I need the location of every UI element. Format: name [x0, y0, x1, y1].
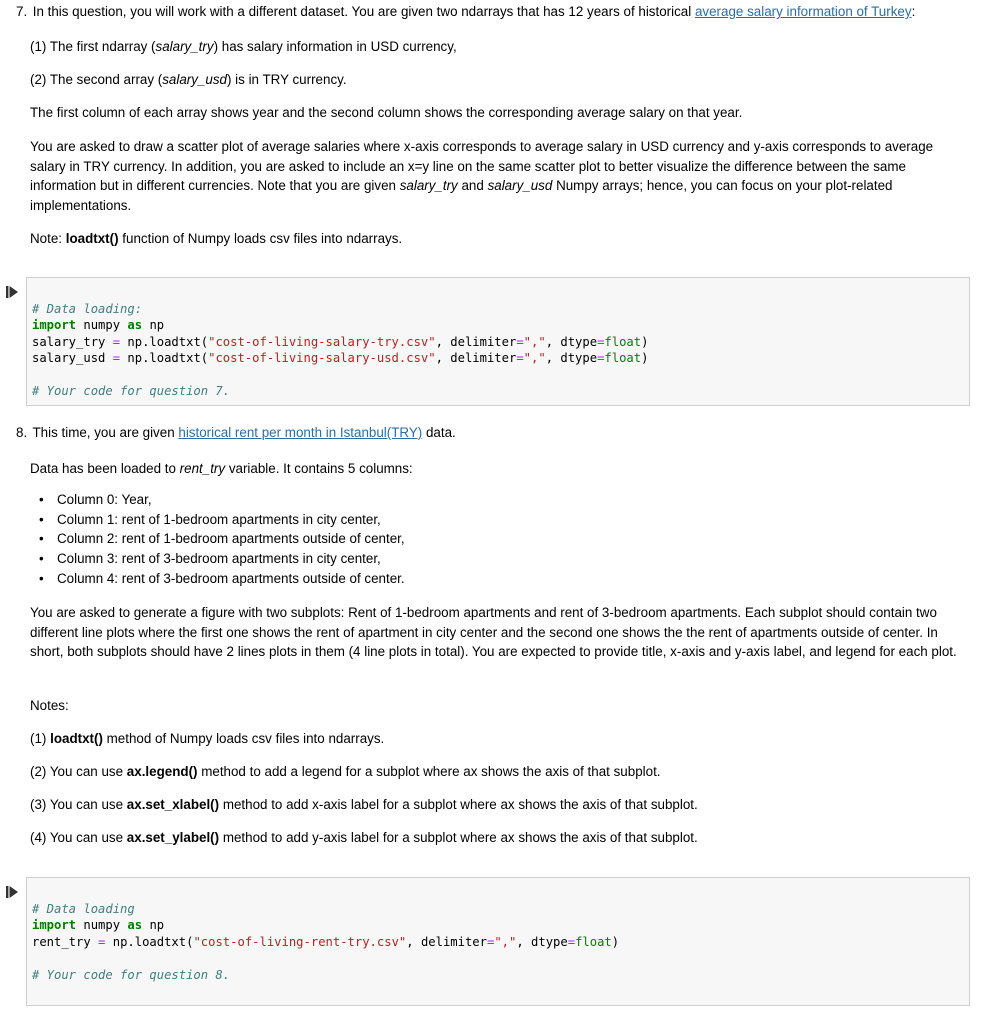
list-item: • Column 3: rent of 3-bedroom apartments in city center,: [30, 549, 405, 569]
q8-note-3: (3) You can use ax.set_xlabel() method to add x-axis label for a subplot where ax shows the axis of that subplot.: [30, 797, 698, 812]
list-item: • Column 0: Year,: [30, 490, 405, 510]
q7-note: Note: loadtxt() function of Numpy loads csv files into ndarrays.: [30, 231, 403, 246]
q8-code-cell[interactable]: # Data loading import numpy as np rent_try = np.loadtxt("cost-of-living-rent-try.csv", delimiter=",", dtype=float) # Your code for question 8.: [26, 877, 970, 1006]
question-7-intro: 7. In this question, you will work with a different dataset. You are given two ndarrays that has 12 years of historical average salary information of Turkey:: [16, 4, 916, 19]
run-cell-icon[interactable]: [6, 286, 24, 302]
q7-task-description: You are asked to draw a scatter plot of average salaries where x-axis corresponds to average salary in USD currency and y-axis corresponds to average salary in TRY currency. In addition, you are asked to include an x=y line on the same scatter plot to better visualize the difference between the same information but in different currencies. Note that you are given salary_try and salary_usd Numpy arrays; hence, you can focus on your plot-related implementations.: [30, 139, 934, 213]
code-comment: # Your code for question 8.: [32, 967, 231, 982]
code-comment: # Your code for question 7.: [32, 384, 231, 398]
q7-item-2: (2) The second array (salary_usd) is in TRY currency.: [30, 72, 347, 87]
q7-code-cell[interactable]: # Data loading: import numpy as np salary_try = np.loadtxt("cost-of-living-salary-try.csv", delimiter=",", dtype=float) salary_usd = np.loadtxt("cost-of-living-salary-usd.csv", delimiter=",", dtype=float) # Your code for question 7.: [26, 277, 970, 406]
q8-note-2: (2) You can use ax.legend() method to add a legend for a subplot where ax shows the axis of that subplot.: [30, 764, 661, 779]
q7-item-1: (1) The first ndarray (salary_try) has salary information in USD currency,: [30, 39, 457, 54]
rent-data-link[interactable]: historical rent per month in Istanbul(TRY): [178, 425, 423, 440]
q8-notes-label: Notes:: [30, 698, 69, 713]
salary-info-link[interactable]: average salary information of Turkey: [694, 4, 912, 19]
list-item: • Column 4: rent of 3-bedroom apartments outside of center.: [30, 569, 405, 589]
q8-task-description: You are asked to generate a figure with two subplots: Rent of 1-bedroom apartments and rent of 3-bedroom apartments. Each subplot should contain two different line plots where the first one shows the rent of apartment in city center and the second one shows the the rent of apartments outside of center. In short, both subplots should have 2 lines plots in them (4 line plots in total). You are expected to provide title, x-axis and y-axis label, and legend for each plot.: [30, 605, 957, 659]
code-comment: # Data loading: [32, 901, 135, 916]
q8-note-1: (1) loadtxt() method of Numpy loads csv files into ndarrays.: [30, 731, 385, 746]
q8-data-description: Data has been loaded to rent_try variable. It contains 5 columns:: [30, 461, 413, 476]
question-number: 8.: [16, 425, 28, 440]
question-8-intro: 8. This time, you are given historical rent per month in Istanbul(TRY) data.: [16, 425, 456, 440]
q8-column-list: [30, 490, 405, 588]
list-item: • Column 2: rent of 1-bedroom apartments outside of center,: [30, 529, 405, 549]
q8-note-4: (4) You can use ax.set_ylabel() method to add y-axis label for a subplot where ax shows the axis of that subplot.: [30, 830, 698, 845]
list-item: • Column 1: rent of 1-bedroom apartments in city center,: [30, 510, 405, 530]
code-comment: # Data loading:: [32, 301, 143, 316]
run-cell-icon[interactable]: [6, 886, 24, 902]
q7-column-description: The first column of each array shows year and the second column shows the corresponding average salary on that year.: [30, 105, 743, 120]
question-number: 7.: [16, 4, 28, 19]
